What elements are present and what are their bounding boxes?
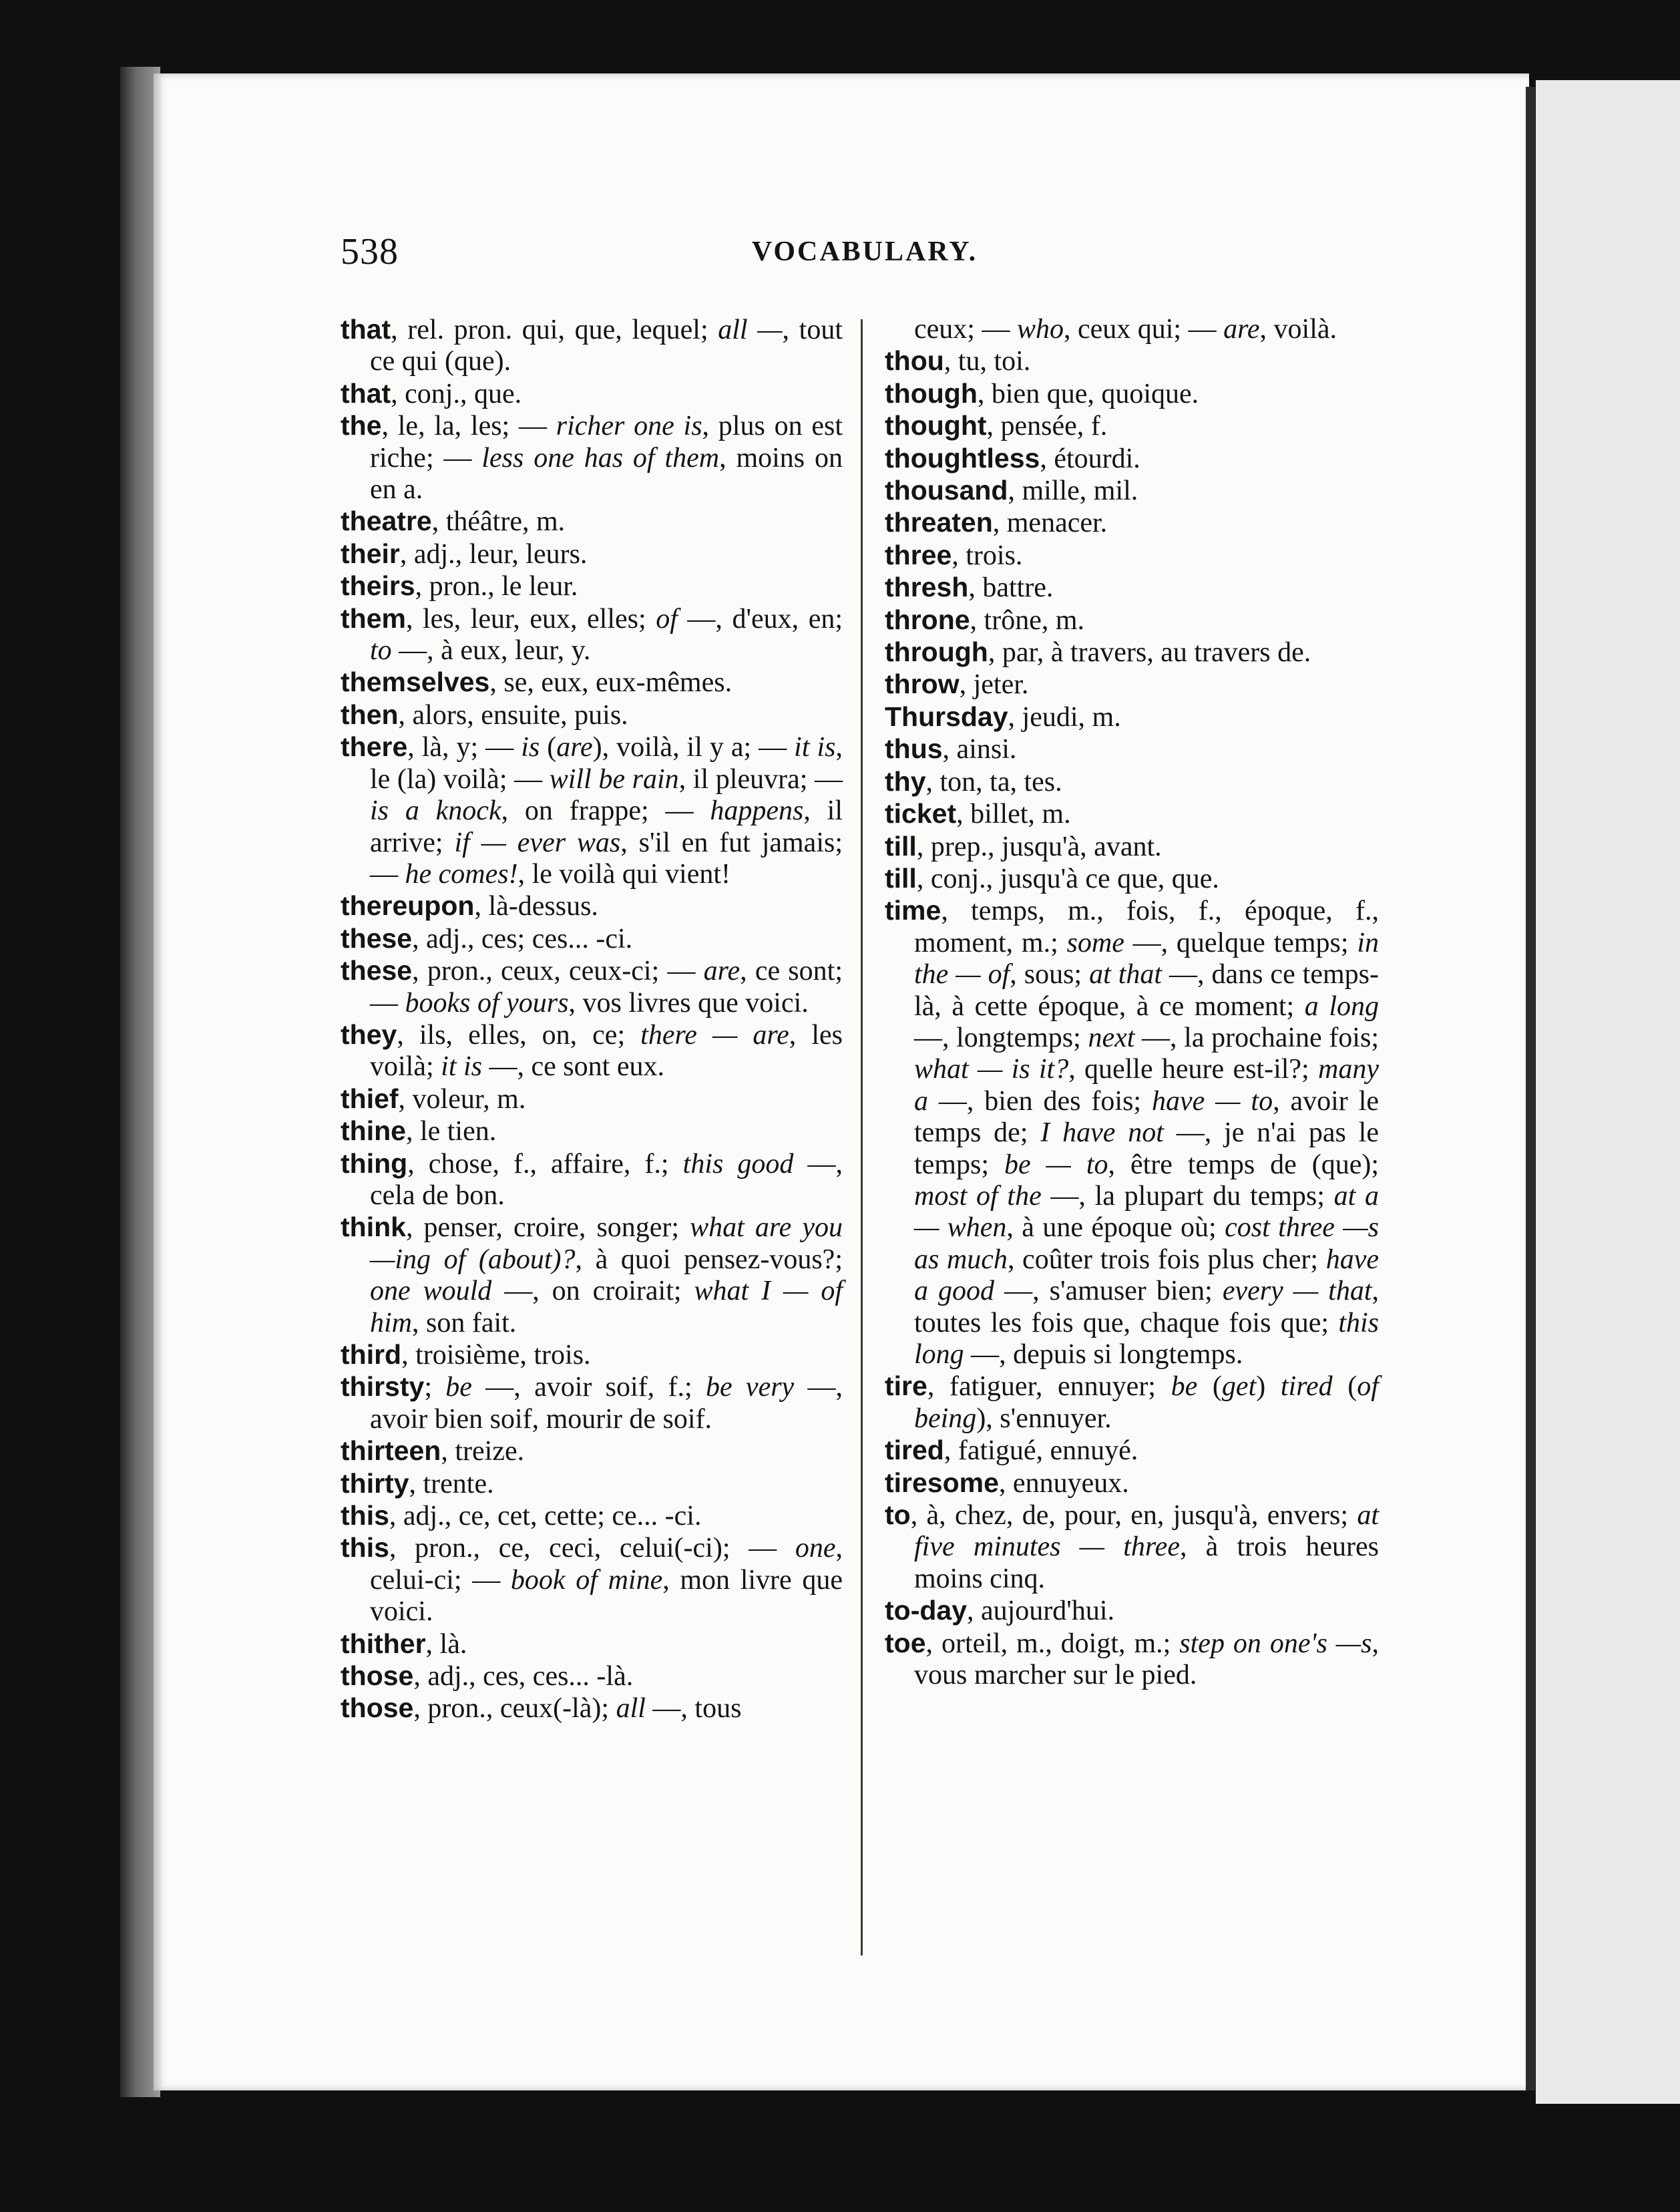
vocab-entry	[885, 1370, 1379, 1435]
vocab-entry	[885, 701, 1379, 733]
definition-text: , à, chez, de, pour, en, jusqu'à, envers;	[910, 1500, 1357, 1531]
vocab-entry	[341, 506, 843, 538]
headword: thought	[885, 410, 987, 441]
definition-text: ;	[424, 1372, 446, 1403]
definition-text: —, tous	[645, 1693, 742, 1724]
entry-continuation	[885, 314, 1379, 345]
italic-phrase: at a — when	[914, 1180, 1380, 1244]
italic-phrase: what I — of him	[370, 1276, 843, 1338]
definition-text: , jeudi, m.	[1008, 701, 1121, 733]
vocab-entry	[885, 507, 1379, 539]
definition-text: —, longtemps;	[914, 1022, 1088, 1053]
definition-text: , là, y; —	[407, 732, 521, 763]
definition-text: , ceux qui; —	[1063, 314, 1224, 345]
definition-text: , ils, elles, on, ce;	[397, 1019, 641, 1051]
headword: time	[885, 895, 941, 926]
vocab-entry	[341, 731, 843, 890]
definition-text: , bien que, quoique.	[977, 378, 1199, 409]
definition-text: , alors, ensuite, puis.	[398, 699, 628, 731]
vocab-entry	[885, 572, 1379, 604]
definition-text: , ton, ta, tes.	[925, 766, 1062, 797]
headword: thirteen	[341, 1435, 441, 1467]
definition-text: (	[540, 732, 557, 763]
definition-text: —, bien des fois;	[928, 1085, 1152, 1117]
definition-text: , moins on en a.	[370, 442, 843, 506]
page-gutter	[1526, 87, 1535, 2090]
headword: then	[341, 699, 399, 730]
definition-text: , mille, mil.	[1008, 476, 1138, 507]
vocab-entry	[341, 378, 843, 410]
page-header	[341, 230, 1389, 277]
running-head: VOCABULARY.	[751, 236, 978, 267]
definition-text: ), s'ennuyer.	[976, 1403, 1112, 1434]
headword: thoughtless	[885, 442, 1040, 474]
italic-phrase: happens	[710, 795, 804, 827]
italic-phrase: of	[656, 603, 678, 634]
italic-phrase: be — to	[1004, 1149, 1108, 1180]
headword: the	[341, 410, 382, 441]
vocab-entry	[885, 540, 1379, 572]
definition-text: , ainsi.	[942, 734, 1017, 765]
headword: theatre	[341, 506, 432, 537]
headword: tiresome	[885, 1467, 999, 1498]
italic-phrase: to	[370, 635, 392, 667]
italic-phrase: is a knock	[370, 795, 501, 827]
vocab-entry	[885, 345, 1379, 377]
vocab-entry	[885, 475, 1379, 507]
definition-text: )	[1256, 1371, 1281, 1403]
definition-text: , billet, m.	[956, 799, 1071, 830]
headword: till	[885, 862, 917, 894]
definition-text: , pron., ce, ceci, celui(-ci); —	[389, 1533, 795, 1564]
vocab-entry	[885, 733, 1379, 765]
vocab-entry	[341, 1692, 843, 1724]
italic-phrase: if — ever was	[454, 827, 621, 858]
headword: thy	[885, 765, 926, 797]
headword: this	[341, 1532, 389, 1563]
definition-text: , théâtre, m.	[431, 506, 566, 538]
vocab-entry	[885, 863, 1379, 895]
definition-text: , pron., ceux, ceux-ci; —	[412, 956, 704, 987]
headword: thine	[341, 1115, 406, 1147]
definition-text: , là.	[425, 1628, 467, 1660]
definition-text: , ce sont; —	[370, 956, 843, 1019]
headword: through	[885, 636, 988, 668]
vocab-entry	[341, 955, 843, 1019]
definition-text: , toutes les fois que, chaque fois que;	[914, 1276, 1379, 1338]
headword: thither	[341, 1628, 426, 1659]
definition-text: , pron., le leur.	[415, 571, 578, 602]
definition-text: , pensée, f.	[986, 411, 1108, 442]
vocab-entry	[885, 1499, 1379, 1595]
definition-text: , le (la) voilà; —	[370, 732, 843, 795]
italic-phrase: are	[1223, 314, 1260, 345]
vocab-entry	[341, 410, 843, 506]
definition-text: , adj., leur, leurs.	[399, 538, 588, 570]
definition-text: , adj., ces, ces... -là.	[413, 1661, 634, 1692]
definition-text: , à quoi pensez-vous?;	[575, 1244, 843, 1275]
definition-text: —, la plupart du temps;	[1041, 1180, 1334, 1212]
vocab-entry	[885, 443, 1379, 475]
headword: thirsty	[341, 1371, 425, 1403]
definition-text: , quelle heure est-il?;	[1068, 1054, 1319, 1085]
headword: thereupon	[341, 890, 475, 922]
vocab-entry	[341, 1468, 843, 1500]
definition-text: —, la prochaine fois;	[1134, 1022, 1379, 1053]
headword: this	[341, 1500, 389, 1531]
italic-phrase: will be rain	[549, 763, 679, 795]
headword: these	[341, 955, 413, 986]
italic-phrase: book of mine	[510, 1564, 663, 1596]
definition-text: —, on croirait;	[491, 1276, 694, 1307]
italic-phrase: it is	[441, 1051, 483, 1083]
headword: thief	[341, 1083, 399, 1114]
vocab-entry	[885, 378, 1379, 410]
italic-phrase: one	[795, 1533, 836, 1564]
headword: those	[341, 1692, 414, 1724]
vocab-entry	[885, 1628, 1379, 1692]
definition-text: , prep., jusqu'à, avant.	[916, 831, 1162, 862]
definition-text: , sous;	[1010, 959, 1090, 990]
vocab-entry	[341, 890, 843, 922]
headword: tired	[885, 1435, 944, 1466]
definition-text: , s'il en fut jamais; —	[370, 827, 843, 890]
italic-phrase: there — are	[640, 1019, 789, 1051]
vocab-entry	[341, 1115, 843, 1147]
vocab-entry	[341, 1212, 843, 1339]
italic-phrase: get	[1221, 1371, 1257, 1403]
headword: thou	[885, 345, 944, 377]
definition-text: —, à eux, leur, y.	[391, 635, 591, 667]
definition-text: , par, à travers, au travers de.	[988, 637, 1311, 669]
vocab-entry	[341, 1083, 843, 1115]
vocab-entry	[885, 831, 1379, 863]
definition-text: , on frappe; —	[501, 795, 710, 827]
definition-text: ceux; —	[914, 314, 1017, 345]
definition-text: , avoir le temps de;	[914, 1085, 1380, 1149]
italic-phrase: a long	[1304, 990, 1379, 1022]
headword: though	[885, 377, 978, 409]
italic-phrase: tired	[1280, 1371, 1333, 1403]
italic-phrase: are	[703, 956, 741, 987]
definition-text: —, d'eux, en;	[677, 603, 843, 634]
definition-text: , plus on est riche; —	[370, 411, 843, 474]
definition-text: , là-dessus.	[474, 891, 598, 922]
definition-text: (	[1332, 1371, 1357, 1403]
definition-text: , conj., jusqu'à ce que, que.	[916, 863, 1219, 894]
headword: three	[885, 539, 952, 570]
headword: to	[885, 1499, 911, 1531]
definition-text: , celui-ci; —	[370, 1533, 843, 1596]
vocab-entry	[341, 314, 843, 378]
definition-text: , le tien.	[405, 1116, 497, 1147]
vocab-entry	[341, 1660, 843, 1692]
definition-text: , tout ce qui (que).	[370, 315, 843, 377]
definition-text: —, depuis si longtemps.	[964, 1339, 1243, 1370]
headword: tire	[885, 1370, 927, 1402]
definition-text: , trône, m.	[970, 604, 1085, 636]
definition-text: , voilà.	[1259, 314, 1337, 345]
vocab-entry	[341, 667, 843, 699]
definition-text: , treize.	[441, 1436, 525, 1467]
italic-phrase: of being	[914, 1371, 1379, 1434]
headword: thousand	[885, 475, 1008, 506]
left-column	[341, 314, 843, 1725]
definition-text: , battre.	[968, 572, 1054, 604]
definition-text: , aujourd'hui.	[967, 1596, 1115, 1627]
vocab-entry	[341, 570, 843, 602]
italic-phrase: are	[556, 732, 593, 763]
definition-text: , adj., ces; ces... -ci.	[412, 923, 633, 954]
italic-phrase: is	[521, 732, 540, 763]
headword: theirs	[341, 570, 415, 602]
definition-text: , coûter trois fois plus cher;	[1007, 1244, 1326, 1275]
italic-phrase: I have not	[1040, 1117, 1164, 1149]
headword: toe	[885, 1627, 926, 1658]
definition-text: , adj., ce, cet, cette; ce... -ci.	[389, 1501, 702, 1532]
vocab-entry	[341, 699, 843, 731]
italic-phrase: at that	[1089, 959, 1163, 990]
column-divider	[861, 319, 863, 1956]
italic-phrase: most of the	[914, 1180, 1042, 1212]
vocab-entry	[341, 1148, 843, 1212]
headword: to-day	[885, 1595, 967, 1626]
italic-phrase: all —	[718, 315, 783, 345]
italic-phrase: in the — of	[914, 927, 1379, 990]
vocab-entry	[885, 1467, 1379, 1499]
headword: think	[341, 1212, 406, 1243]
definition-text: , rel. pron. qui, que, lequel;	[391, 315, 718, 345]
definition-text: , à trois heures moins cinq.	[914, 1531, 1379, 1594]
italic-phrase: richer one is	[556, 411, 702, 442]
headword: those	[341, 1660, 414, 1692]
facing-page-edge	[1536, 80, 1680, 2104]
headword: them	[341, 602, 406, 634]
definition-text: —, dans ce temps-là, à cette époque, à ce moment;	[914, 959, 1379, 1022]
italic-phrase: what — is it?	[914, 1054, 1069, 1085]
headword: ticket	[885, 798, 957, 830]
headword: threaten	[885, 507, 993, 538]
definition-text: (	[1197, 1371, 1222, 1403]
headword: their	[341, 538, 400, 569]
headword: third	[341, 1339, 402, 1370]
definition-text: , jeter.	[959, 669, 1029, 701]
definition-text: , le, la, les; —	[381, 411, 556, 442]
vocab-entry	[341, 1435, 843, 1467]
definition-text: —, avoir soif, f.;	[471, 1372, 706, 1403]
vocab-entry	[885, 895, 1379, 1370]
italic-phrase: one would	[370, 1276, 492, 1307]
vocab-entry	[341, 1628, 843, 1660]
definition-text: , trente.	[409, 1468, 494, 1499]
definition-text: , être temps de (que);	[1108, 1149, 1380, 1180]
definition-text: , troisième, trois.	[401, 1340, 591, 1370]
vocab-entry	[341, 923, 843, 955]
definition-text: —, s'amuser bien;	[994, 1276, 1223, 1307]
italic-phrase: this long	[914, 1307, 1379, 1370]
vocab-entry	[885, 798, 1379, 830]
italic-phrase: at five minutes — three	[914, 1500, 1379, 1563]
definition-text: —, ce sont eux.	[482, 1051, 664, 1083]
definition-text: , chose, f., affaire, f.;	[407, 1148, 683, 1179]
italic-phrase: have — to	[1151, 1085, 1273, 1117]
vocab-entry	[885, 636, 1379, 669]
italic-phrase: be	[1171, 1371, 1198, 1403]
italic-phrase: step on one's —s	[1179, 1628, 1372, 1659]
headword: themselves	[341, 667, 490, 698]
definition-text: , étourdi.	[1040, 443, 1140, 474]
definition-text: , vos livres que voici.	[568, 987, 809, 1019]
headword: thresh	[885, 572, 969, 603]
headword: Thursday	[885, 701, 1008, 732]
definition-text: , orteil, m., doigt, m.;	[925, 1628, 1180, 1659]
italic-phrase: what are you —ing of (about)?	[370, 1212, 843, 1275]
vocab-entry	[885, 669, 1379, 701]
definition-text: , tu, toi.	[943, 346, 1031, 377]
headword: till	[885, 830, 917, 862]
definition-text: ), voilà, il y a; —	[592, 732, 795, 763]
headword: thus	[885, 733, 943, 765]
vocab-entry	[341, 1500, 843, 1532]
vocab-entry	[885, 766, 1379, 798]
definition-text: , se, eux, eux-mêmes.	[489, 667, 732, 699]
italic-phrase: all	[616, 1693, 646, 1724]
headword: they	[341, 1019, 397, 1050]
italic-phrase: every — that	[1222, 1276, 1372, 1307]
italic-phrase: have a good	[914, 1244, 1379, 1307]
headword: thirty	[341, 1467, 409, 1499]
definition-text: , vous marcher sur le pied.	[914, 1628, 1379, 1691]
definition-text: , il arrive;	[370, 795, 843, 858]
vocab-entry	[341, 1532, 843, 1628]
definition-text: , les, leur, eux, elles;	[405, 603, 656, 634]
italic-phrase: many a	[914, 1054, 1379, 1117]
vocab-entry	[341, 1371, 843, 1435]
headword: throw	[885, 669, 960, 700]
headword: these	[341, 922, 413, 954]
italic-phrase: next	[1088, 1022, 1135, 1053]
definition-text: , fatiguer, ennuyer;	[927, 1371, 1171, 1403]
definition-text: , menacer.	[992, 508, 1108, 539]
right-column	[885, 314, 1379, 1691]
italic-phrase: who	[1016, 314, 1064, 345]
definition-text: , temps, m., fois, f., époque, f., moment, m.;	[914, 896, 1379, 958]
definition-text: , les voilà;	[370, 1019, 843, 1083]
italic-phrase: cost three —s as much	[914, 1212, 1379, 1275]
italic-phrase: he comes!	[405, 858, 518, 890]
definition-text: , à une époque où;	[1006, 1212, 1225, 1244]
definition-text: —, avoir bien soif, mourir de soif.	[370, 1372, 843, 1435]
definition-text: —, cela de bon.	[370, 1148, 843, 1211]
vocab-entry	[341, 1339, 843, 1371]
vocab-entry	[341, 603, 843, 667]
definition-text: —, quelque temps;	[1124, 927, 1357, 958]
definition-text: , le voilà qui vient!	[517, 858, 731, 890]
italic-phrase: some	[1066, 927, 1124, 958]
italic-phrase: be	[445, 1372, 472, 1403]
vocab-entry	[885, 1595, 1379, 1627]
definition-text: , penser, croire, songer;	[405, 1212, 690, 1244]
definition-text: , il pleuvra; —	[678, 763, 843, 795]
italic-phrase: be very	[705, 1372, 795, 1403]
headword: there	[341, 731, 408, 763]
page-number: 538	[341, 231, 399, 272]
italic-phrase: less one has of them	[481, 442, 720, 474]
italic-phrase: this good	[682, 1148, 794, 1179]
definition-text: , voleur, m.	[398, 1083, 526, 1115]
vocab-entry	[885, 1435, 1379, 1467]
definition-text: , fatigué, ennuyé.	[943, 1435, 1138, 1467]
definition-text: —, je n'ai pas le temps;	[914, 1117, 1379, 1180]
vocab-entry	[885, 604, 1379, 636]
headword: that	[341, 314, 391, 345]
headword: that	[341, 377, 391, 409]
italic-phrase: books of yours	[405, 987, 569, 1019]
definition-text: , son fait.	[412, 1307, 517, 1338]
definition-text: , ennuyeux.	[998, 1467, 1129, 1499]
definition-text: , mon livre que voici.	[370, 1564, 843, 1628]
definition-text: , conj., que.	[391, 378, 522, 409]
definition-text: , trois.	[952, 540, 1023, 571]
vocab-entry	[885, 410, 1379, 442]
headword: thing	[341, 1147, 408, 1179]
headword: throne	[885, 604, 970, 635]
italic-phrase: it is	[794, 732, 836, 763]
vocab-entry	[341, 1019, 843, 1083]
definition-text: , pron., ceux(-là);	[413, 1693, 616, 1724]
vocab-entry	[341, 538, 843, 570]
